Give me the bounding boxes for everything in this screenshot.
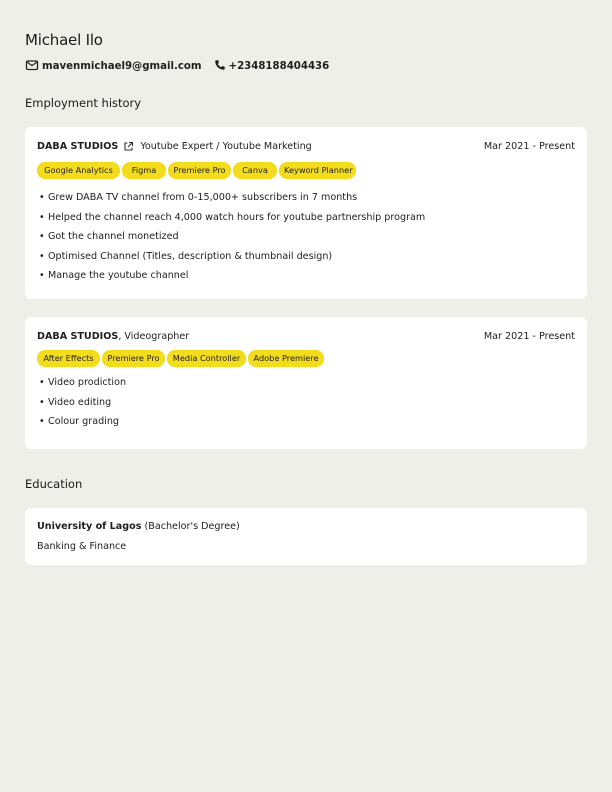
skill-tag: Canva bbox=[233, 162, 277, 179]
skill-tag: Keyword Planner bbox=[279, 162, 356, 179]
list-item: • Video prodiction bbox=[39, 377, 127, 388]
skill-tag: Media Controller bbox=[167, 350, 246, 367]
skill-tag: Premiere Pro bbox=[168, 162, 231, 179]
phone-link[interactable] bbox=[214, 59, 330, 74]
job-header bbox=[37, 329, 575, 343]
phone-icon bbox=[214, 59, 229, 74]
school-name: University of Lagos bbox=[37, 521, 142, 532]
email-link[interactable] bbox=[25, 59, 202, 74]
external-link-icon[interactable] bbox=[123, 141, 134, 152]
skill-tag: Premiere Pro bbox=[102, 350, 165, 367]
job-card bbox=[25, 127, 587, 299]
skill-tag: After Effects bbox=[37, 350, 100, 367]
company-name: DABA STUDIOS bbox=[37, 140, 119, 152]
field-of-study: Banking & Finance bbox=[37, 541, 127, 552]
mail-icon bbox=[25, 59, 42, 74]
skill-tag: Adobe Premiere bbox=[248, 350, 324, 367]
list-item: • Optimised Channel (Titles, description & thumbnail design) bbox=[39, 250, 333, 262]
list-item: • Colour grading bbox=[39, 416, 120, 427]
candidate-name: Michael Ilo bbox=[25, 31, 103, 49]
education-school-line bbox=[37, 520, 575, 540]
list-item: • Manage the youtube channel bbox=[39, 270, 189, 281]
email-text: mavenmichael9@gmail.com bbox=[42, 61, 202, 72]
job-date: Mar 2021 - Present bbox=[483, 140, 575, 152]
list-item: • Video editing bbox=[39, 396, 112, 408]
job-card bbox=[25, 317, 587, 449]
company-name: DABA STUDIOS bbox=[37, 330, 119, 342]
achievement-list bbox=[37, 373, 575, 432]
list-item: • Grew DABA TV channel from 0-15,000+ subscribers in 7 months bbox=[39, 192, 358, 203]
job-role: Youtube Expert / Youtube Marketing bbox=[140, 140, 312, 152]
job-role: , Videographer bbox=[118, 330, 190, 342]
degree: (Bachelor's Degree) bbox=[141, 521, 240, 532]
education-card bbox=[25, 508, 587, 565]
skill-tag: Figma bbox=[122, 162, 166, 179]
skill-tag: Google Analytics bbox=[37, 162, 120, 179]
list-item: • Got the channel monetized bbox=[39, 231, 179, 242]
job-header bbox=[37, 139, 575, 153]
employment-history-heading: Employment history bbox=[25, 96, 142, 110]
skill-tags bbox=[37, 162, 575, 179]
list-item: • Helped the channel reach 4,000 watch hours for youtube partnership program bbox=[39, 211, 426, 223]
education-heading: Education bbox=[25, 477, 83, 491]
achievement-list bbox=[37, 188, 575, 286]
contact-row bbox=[25, 59, 341, 74]
phone-text: +2348188404436 bbox=[228, 61, 330, 72]
job-date: Mar 2021 - Present bbox=[483, 330, 575, 342]
skill-tags bbox=[37, 350, 575, 367]
